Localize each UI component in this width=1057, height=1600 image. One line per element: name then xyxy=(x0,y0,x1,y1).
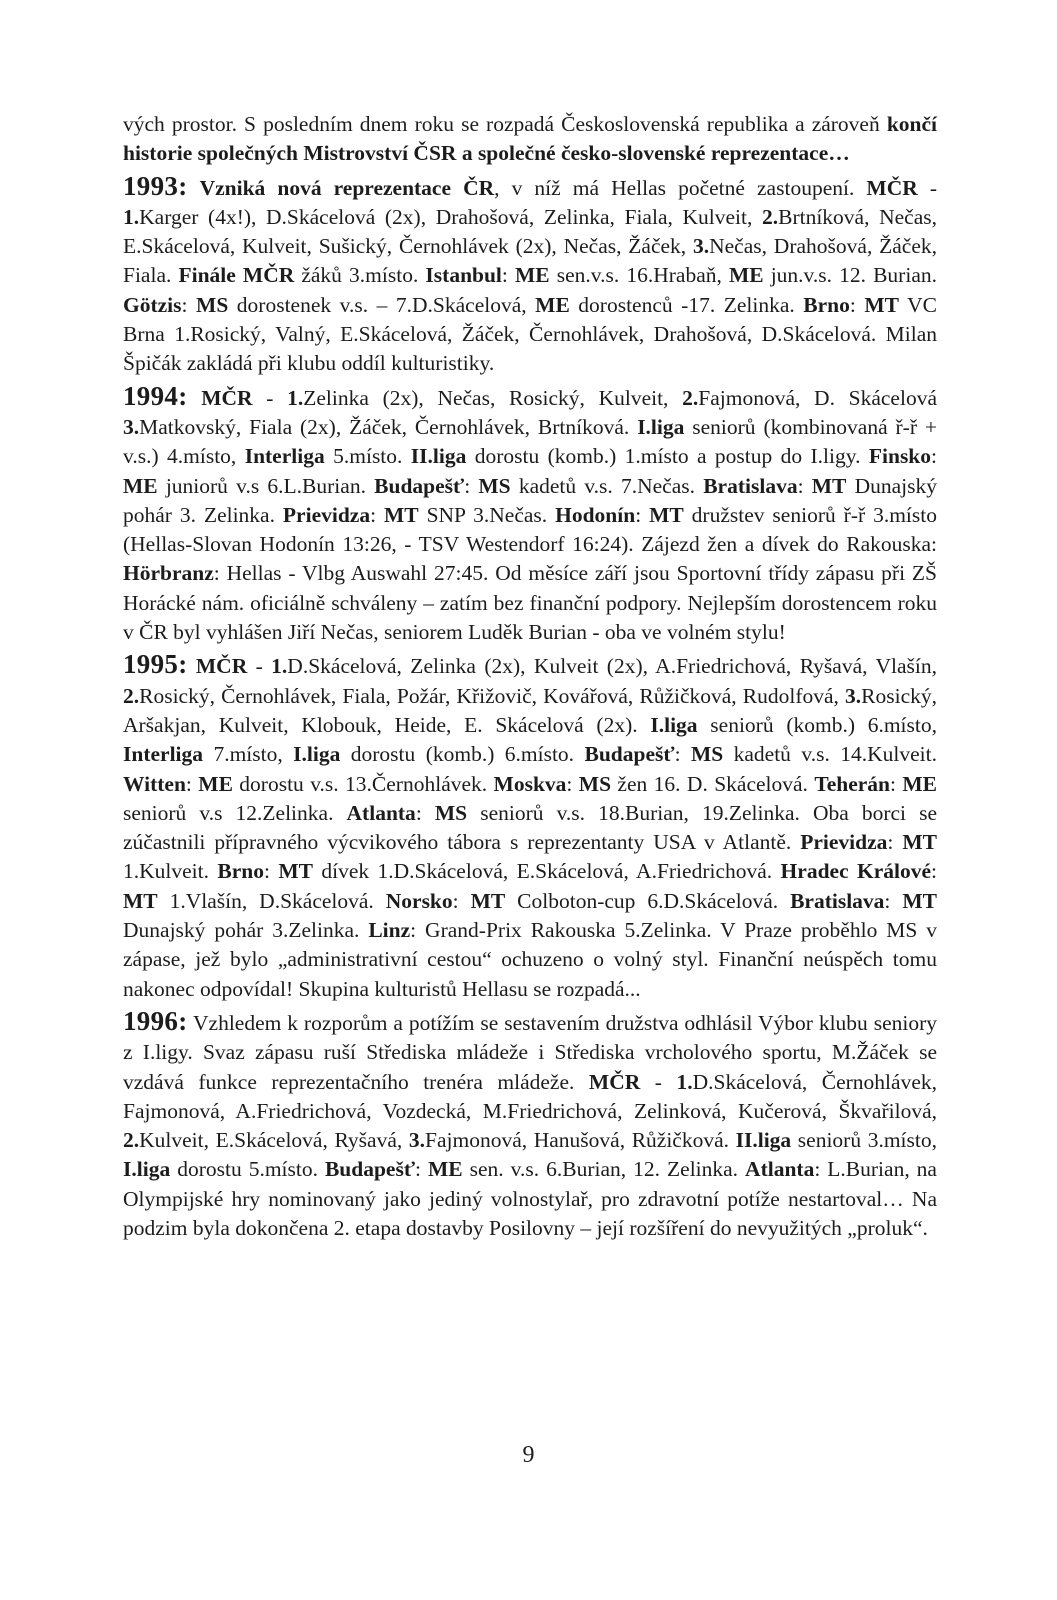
body-text: SNP 3.Nečas. xyxy=(418,502,556,527)
bold-text: 1. xyxy=(271,654,288,679)
bold-text: ME xyxy=(728,263,764,288)
body-text: - xyxy=(917,175,937,200)
bold-text: Budapešť xyxy=(584,742,675,767)
body-text: juniorů v.s 6.L.Burian. xyxy=(157,473,375,498)
bold-text: Atlanta xyxy=(745,1157,815,1182)
bold-text: MT xyxy=(902,830,937,855)
body-text: Rosický, Aršakjan, Kulveit, Klobouk, Heide, E. Skácelová (2x). xyxy=(123,683,937,737)
body-text: jun.v.s. 12. Burian. xyxy=(763,263,937,288)
body-text: : xyxy=(501,263,515,288)
body-text: kadetů v.s. 7.Nečas. xyxy=(510,473,704,498)
body-text: Colboton-cup 6.D.Skácelová. xyxy=(505,888,791,913)
body-text: Nečas, Drahošová, Žáček, Fiala. xyxy=(123,234,937,288)
body-text: Fajmonová, Hanušová, Růžičková. xyxy=(425,1128,736,1153)
bold-text: ME xyxy=(123,473,158,498)
bold-text: Bratislava xyxy=(790,888,885,913)
body-text: seniorů (komb.) 6.místo, xyxy=(697,712,937,737)
body-text: Kulveit, E.Skácelová, Ryšavá, xyxy=(139,1128,409,1153)
bold-text: Istanbul xyxy=(425,263,502,288)
page-number: 9 xyxy=(522,1442,535,1468)
body-text: : xyxy=(931,859,937,884)
body-text: : xyxy=(181,292,197,317)
body-text: seniorů v.s. 18.Burian, 19.Zelinka. Oba borci se zúčastnili přípravného výcvikového tábora s reprezentanty USA v Atlantě. xyxy=(123,800,937,855)
bold-text: I.liga xyxy=(123,1157,171,1182)
body-text: : xyxy=(452,888,471,913)
bold-text: Brno xyxy=(217,859,264,884)
body-text: Zelinka (2x), Nečas, Rosický, Kulveit, xyxy=(303,385,683,410)
body-text: Rosický, Černohlávek, Fiala, Požár, Křižovič, Kovářová, Růžičková, Rudolfová, xyxy=(139,683,846,708)
bold-text: 1. xyxy=(676,1069,693,1094)
bold-text: ME xyxy=(198,771,233,796)
body-text: - xyxy=(252,385,288,410)
body-text: dorostenek v.s. – 7.D.Skácelová, xyxy=(228,292,536,317)
bold-text: 3. xyxy=(845,683,862,708)
bold-text: ME xyxy=(515,263,550,288)
paragraph xyxy=(123,110,937,169)
body-text: : L.Burian, na Olympijské hry nominovaný jako jediný volnostylař, pro zdravotní potíže nestartoval… Na podzim byla dokončena 2. etapa dostavby Posilovny – její rozšíření do nevyužitých „proluk“. xyxy=(123,1157,937,1240)
year-heading: 1995: xyxy=(123,649,188,680)
bold-text: 2. xyxy=(123,683,140,708)
paragraph xyxy=(123,650,937,1004)
bold-text: MČR xyxy=(866,175,918,200)
body-text: : xyxy=(887,830,903,855)
body-text: : xyxy=(185,771,199,796)
bold-text: Götzis xyxy=(123,292,182,317)
bold-text: MS xyxy=(434,800,468,825)
body-text: D.Skácelová, Zelinka (2x), Kulveit (2x), A.Friedrichová, Ryšavá, Vlašín, xyxy=(287,654,937,679)
bold-text: 2. xyxy=(682,385,699,410)
body-text xyxy=(188,654,196,678)
bold-text: Hodonín xyxy=(555,502,636,527)
body-text xyxy=(188,176,200,200)
body-text: : xyxy=(415,1157,429,1182)
body-text: Dunajský pohár 3. Zelinka. xyxy=(123,473,937,527)
body-text: Karger (4x!), D.Skácelová (2x), Drahošová, Zelinka, Fiala, Kulveit, xyxy=(139,204,762,229)
bold-text: Interliga xyxy=(244,444,325,469)
body-text: - xyxy=(640,1069,677,1094)
body-text: dorostu (komb.) 1.místo a postup do I.ligy. xyxy=(466,444,869,469)
bold-text: I.liga xyxy=(293,742,341,767)
body-text: VC Brna 1.Rosický, Valný, E.Skácelová, Žáček, Černohlávek, Drahošová, D.Skácelová. Milan Špičák zakládá při klubu oddíl kulturistiky. xyxy=(123,292,937,376)
bold-text: Vzniká nová reprezentace ČR xyxy=(199,175,495,200)
bold-text: I.liga xyxy=(637,414,685,439)
bold-text: II.liga xyxy=(735,1128,792,1153)
bold-text: Teherán xyxy=(814,771,890,796)
page-body xyxy=(123,110,937,1243)
body-text: : xyxy=(263,859,279,884)
body-text: sen. v.s. 6.Burian, 12. Zelinka. xyxy=(462,1157,746,1182)
body-text: seniorů v.s 12.Zelinka. xyxy=(123,800,347,825)
body-text: : xyxy=(566,771,579,796)
year-heading: 1993: xyxy=(123,170,188,201)
bold-text: 2. xyxy=(761,204,779,229)
bold-text: MČR xyxy=(588,1069,641,1094)
year-heading: 1996: xyxy=(123,1005,188,1036)
bold-text: Prievidza xyxy=(282,502,371,527)
body-text: kadetů v.s. 14.Kulveit. xyxy=(723,742,937,767)
bold-text: MT xyxy=(470,888,506,913)
bold-text: I.liga xyxy=(650,712,698,737)
body-text: Dunajský pohár 3.Zelinka. xyxy=(123,918,369,943)
bold-text: 1. xyxy=(123,204,140,229)
body-text: : xyxy=(849,292,865,317)
body-text: : xyxy=(890,771,903,796)
body-text: 1.Kulveit. xyxy=(123,859,218,884)
body-text: : Grand-Prix Rakouska 5.Zelinka. V Praze proběhlo MS v zápase, jež bylo „administrativní cestou“ ochuzeno o volný styl. Finanční neúspěch tomu nakonec odpovídal! Skupina kulturistů Hellasu se rozpadá... xyxy=(123,918,938,1001)
body-text: , v níž má Hellas početné zastoupení. xyxy=(494,175,867,200)
body-text: dorostu (komb.) 6.místo. xyxy=(340,742,585,767)
bold-text: ME xyxy=(535,292,570,317)
body-text: : xyxy=(884,888,903,913)
body-text: Fajmonová, D. Skácelová xyxy=(698,385,937,410)
bold-text: MT xyxy=(123,888,158,913)
bold-text: Brno xyxy=(803,292,850,317)
body-text: : xyxy=(370,502,384,527)
body-text: Matkovský, Fiala (2x), Žáček, Černohlávek, Brtníková. xyxy=(139,414,638,439)
bold-text: Witten xyxy=(123,771,186,796)
bold-text: MT xyxy=(864,292,899,317)
body-text: 7.místo, xyxy=(203,742,294,767)
bold-text: 3. xyxy=(123,414,140,439)
bold-text: MČR xyxy=(195,654,248,679)
bold-text: Budapešť xyxy=(324,1157,416,1182)
bold-text: Bratislava xyxy=(703,473,798,498)
body-text: : xyxy=(415,800,435,825)
body-text: seniorů (kombinovaná ř-ř + v.s.) 4.místo, xyxy=(123,414,937,469)
bold-text: MS xyxy=(578,771,612,796)
body-text: vých prostor. S posledním dnem roku se rozpadá Československá republika a zároveň xyxy=(123,112,887,136)
paragraph xyxy=(123,172,937,379)
paragraph xyxy=(123,1007,937,1243)
body-text: Vzhledem k rozporům a potížím se sestavením družstva odhlásil Výbor klubu seniory z I.ligy. Svaz zápasu ruší Střediska mládeže i Střediska vrcholového sportu, M.Žáček se vzdává funkce reprezentačního trenéra mládeže. xyxy=(123,1010,937,1094)
body-text: Brtníková, Nečas, E.Skácelová, Kulveit, Sušický, Černohlávek (2x), Nečas, Žáček, xyxy=(123,204,937,259)
bold-text: Hörbranz xyxy=(123,561,214,586)
body-text: : xyxy=(931,444,937,469)
bold-text: II.liga xyxy=(410,444,467,469)
body-text: seniorů 3.místo, xyxy=(791,1128,937,1153)
bold-text: Finále MČR xyxy=(178,263,295,288)
bold-text: MS xyxy=(196,292,229,317)
bold-text: končí historie společných Mistrovství ČSR a společné česko-slovenské reprezentace… xyxy=(123,112,937,166)
bold-text: Finsko xyxy=(868,444,932,469)
body-text xyxy=(188,386,202,410)
body-text: : Hellas - Vlbg Auswahl 27:45. Od měsíce září jsou Sportovní třídy zápasu při ZŠ Horácké nám. oficiálně schváleny – zatím bez finanční podpory. Nejlepším dorostencem roku v ČR byl vyhlášen Jiří Nečas, seniorem Luděk Burian - oba ve volném stylu! xyxy=(123,561,937,645)
body-text: dorostu 5.místo. xyxy=(170,1157,325,1182)
body-text: D.Skácelová, Černohlávek, Fajmonová, A.Friedrichová, Vozdecká, M.Friedrichová, Zelinková, Kučerová, Škvařilová, xyxy=(123,1069,937,1123)
bold-text: Hradec Králové xyxy=(780,859,932,884)
bold-text: Interliga xyxy=(123,742,204,767)
paragraph xyxy=(123,382,937,648)
bold-text: Budapešť xyxy=(374,473,465,498)
bold-text: MT xyxy=(902,888,937,913)
bold-text: 1. xyxy=(287,385,304,410)
bold-text: 3. xyxy=(408,1128,425,1153)
bold-text: MČR xyxy=(201,385,253,410)
bold-text: MT xyxy=(811,473,847,498)
bold-text: 3. xyxy=(692,234,710,259)
bold-text: Atlanta xyxy=(346,800,416,825)
year-heading: 1994: xyxy=(123,380,188,411)
body-text: sen.v.s. 16.Hrabaň, xyxy=(549,263,729,288)
body-text: dívek 1.D.Skácelová, E.Skácelová, A.Friedrichová. xyxy=(312,859,781,884)
body-text: žen 16. D. Skácelová. xyxy=(611,771,815,796)
body-text: : xyxy=(674,742,691,767)
body-text: dorostu v.s. 13.Černohlávek. xyxy=(232,771,494,796)
bold-text: Linz xyxy=(368,918,411,943)
bold-text: Prievidza xyxy=(800,830,888,855)
bold-text: Moskva xyxy=(493,771,567,796)
bold-text: MS xyxy=(478,473,511,498)
body-text: - xyxy=(247,654,272,679)
body-text: 1.Vlašín, D.Skácelová. xyxy=(157,888,386,913)
bold-text: MT xyxy=(384,502,419,527)
bold-text: 2. xyxy=(123,1128,140,1153)
body-text: žáků 3.místo. xyxy=(294,263,426,288)
body-text: : xyxy=(635,502,650,527)
body-text: 5.místo. xyxy=(324,444,411,469)
body-text: dorostenců -17. Zelinka. xyxy=(569,292,804,317)
body-text: družstev seniorů ř-ř 3.místo (Hellas-Slovan Hodonín 13:26, - TSV Westendorf 16:24). Zájezd žen a dívek do Rakouska: xyxy=(123,502,937,557)
bold-text: MT xyxy=(278,859,313,884)
bold-text: MT xyxy=(649,502,684,527)
bold-text: Norsko xyxy=(385,888,453,913)
bold-text: ME xyxy=(428,1157,463,1182)
body-text: : xyxy=(797,473,812,498)
body-text: : xyxy=(464,473,479,498)
bold-text: MS xyxy=(690,742,724,767)
bold-text: ME xyxy=(902,771,938,796)
